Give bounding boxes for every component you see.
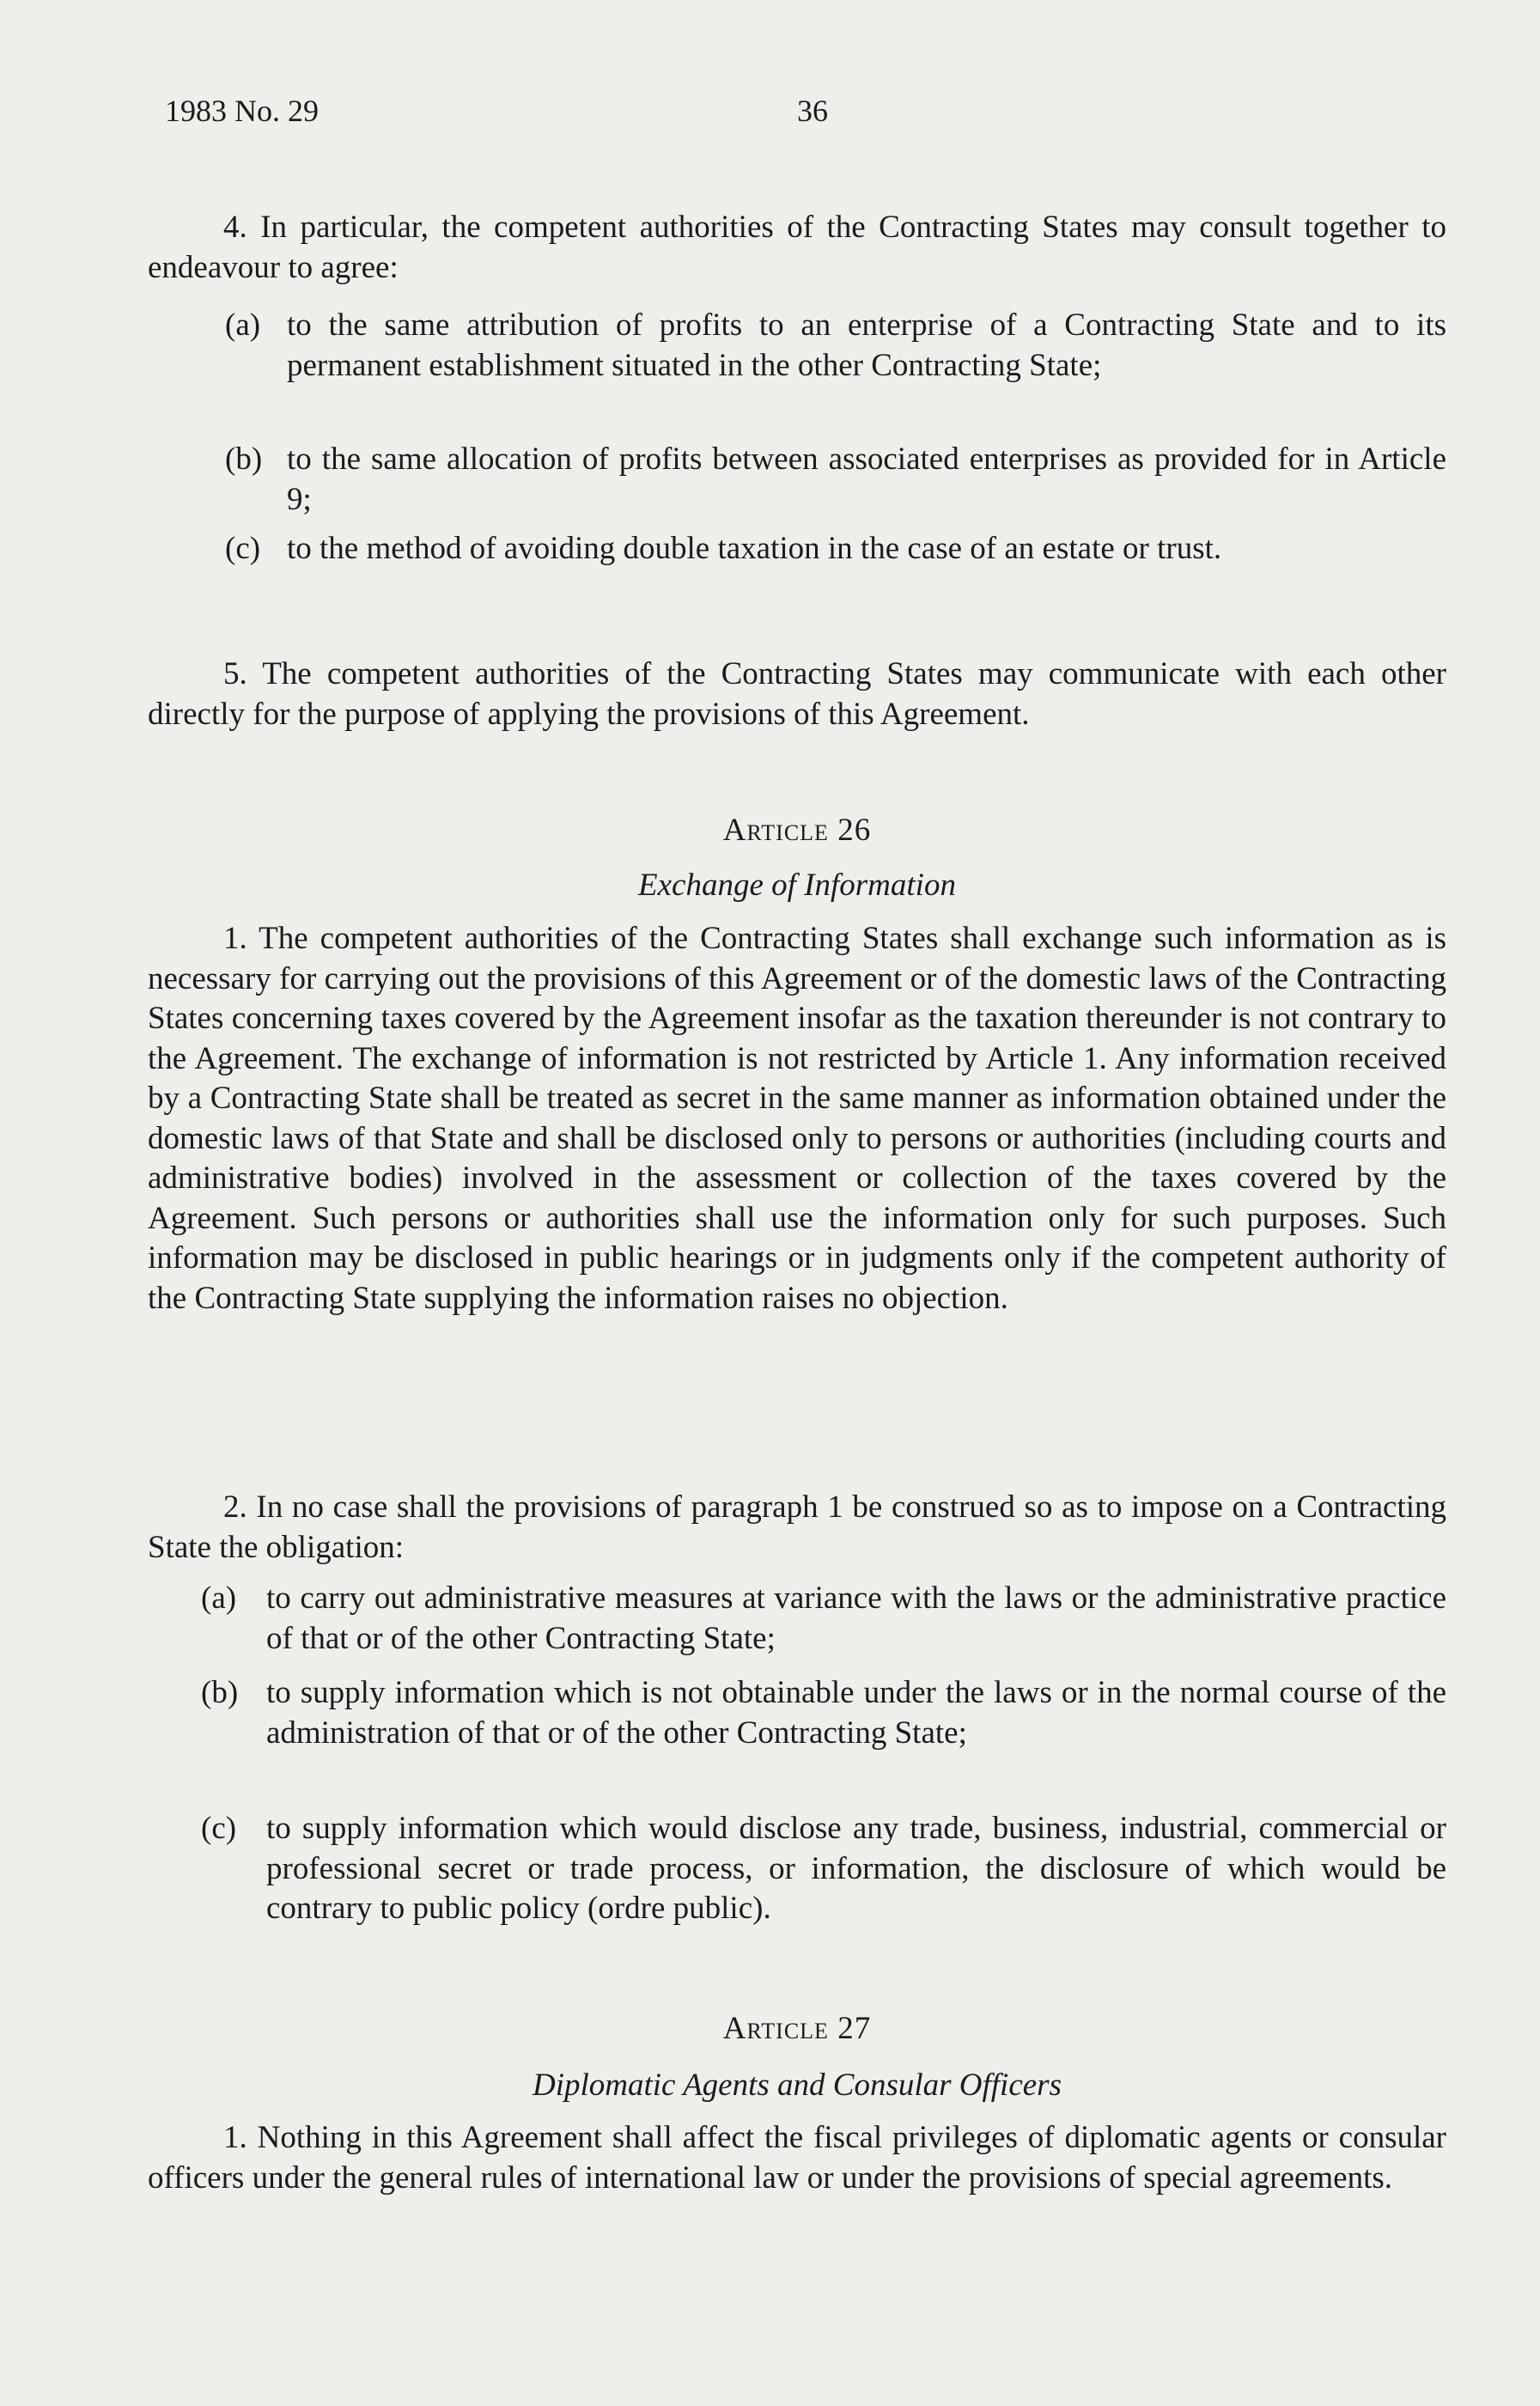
- article-26-number: Article 26: [722, 813, 872, 848]
- article-26-title: Exchange of Information: [638, 868, 956, 903]
- list-item-text: to carry out administrative measures at variance with the laws or the administrative practice of that or of the other Contracting State;: [266, 1581, 1446, 1656]
- list-item: [148, 1809, 1446, 1929]
- paragraph-5: 5. The competent authorities of the Contracting States may communicate with each other directly for the purpose of applying the provisions of this Agreement.: [148, 656, 1446, 732]
- list-item-label: (c): [225, 531, 261, 566]
- list-item: [148, 1579, 1446, 1659]
- article-27-title: Diplomatic Agents and Consular Officers: [533, 2068, 1062, 2103]
- list-item-label: (b): [201, 1675, 239, 1710]
- list-item-label: (c): [201, 1811, 237, 1846]
- list-item-label: (b): [225, 442, 263, 477]
- list-item-text: to the same allocation of profits between associated enterprises as provided for in Article 9;: [287, 442, 1446, 517]
- page-number: 36: [797, 94, 828, 128]
- list-item-text: to the method of avoiding double taxation in the case of an estate or trust.: [287, 531, 1222, 566]
- article-27-paragraph-1: 1. Nothing in this Agreement shall affect the fiscal privileges of diplomatic agents or consular officers under the general rules of international law or under the provisions of special agreements.: [148, 2120, 1446, 2196]
- article-26-paragraph-1: 1. The competent authorities of the Contracting States shall exchange such information as is necessary for carrying out the provisions of this Agreement or of the domestic laws of the Contracting States concerning taxes covered by the Agreement insofar as the taxation thereunder is not contrary to the Agreement. The exchange of information is not restricted by Article 1. Any information received by a Contracting State shall be treated as secret in the same manner as information obtained under the domestic laws of that State and shall be disclosed only to persons or authorities (including courts and administrative bodies) involved in the assessment or collection of the taxes covered by the Agreement. Such persons or authorities shall use the information only for such purposes. Such information may be disclosed in public hearings or in judgments only if the competent authority of the Contracting State supplying the information raises no objection.: [148, 921, 1446, 1316]
- article-27-number: Article 27: [722, 2011, 872, 2046]
- list-item-text: to the same attribution of profits to an enterprise of a Contracting State and to its permanent establishment situated in the other Contracting State;: [287, 308, 1446, 383]
- list-item-text: to supply information which would disclose any trade, business, industrial, commercial or professional secret or trade process, or information, the disclosure of which would be contrary to public policy (ordre public).: [266, 1811, 1446, 1926]
- list-item-label: (a): [201, 1581, 237, 1616]
- list-item: [148, 306, 1446, 386]
- article-26-paragraph-2-intro: 2. In no case shall the provisions of paragraph 1 be construed so as to impose on a Contracting State the obligation:: [148, 1489, 1446, 1565]
- list-item: [148, 440, 1446, 520]
- list-item: [148, 529, 1446, 570]
- list-item-text: to supply information which is not obtainable under the laws or in the normal course of the administration of that or of the other Contracting State;: [266, 1675, 1446, 1751]
- paragraph-4-intro: 4. In particular, the competent authorities of the Contracting States may consult together to endeavour to agree:: [148, 210, 1446, 285]
- list-item-label: (a): [225, 308, 261, 343]
- running-header: 1983 No. 29: [165, 94, 319, 128]
- list-item: [148, 1673, 1446, 1753]
